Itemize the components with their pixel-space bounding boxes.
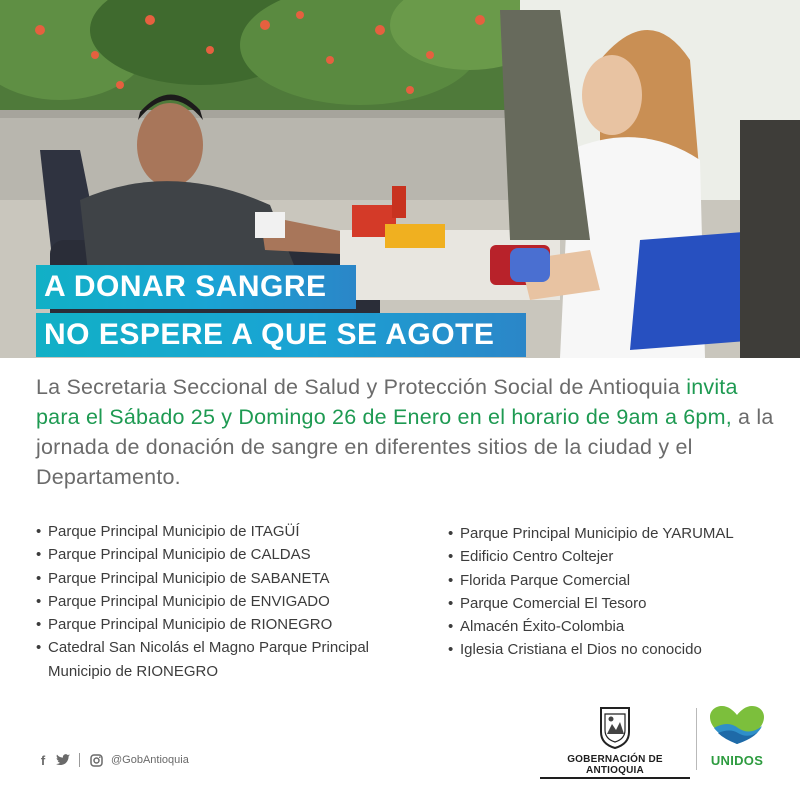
gov-name: GOBERNACIÓN DE ANTIOQUIA [540, 754, 690, 779]
location-label: Parque Principal Municipio de ITAGÜÍ [48, 523, 300, 540]
list-item: • Parque Principal Municipio de YARUMAL [448, 522, 788, 545]
list-item: • Florida Parque Comercial [448, 569, 788, 592]
unidos-logo [704, 706, 770, 768]
location-label: Catedral San Nicolás el Magno Parque Principal Municipio de RIONEGRO [48, 639, 370, 680]
list-item: • Parque Principal Municipio de RIONEGRO [36, 613, 436, 636]
hero-photo [0, 0, 800, 358]
instagram-icon[interactable] [89, 752, 103, 768]
coat-of-arms-icon [598, 706, 632, 750]
headline-line-1: A DONAR SANGRE [36, 265, 356, 309]
intro-highlight: invita para el Sábado 25 y Domingo 26 de Enero en el horario de 9am a 6pm, [36, 375, 738, 429]
intro-paragraph [36, 372, 776, 492]
list-item: • Almacén Éxito-Colombia [448, 615, 788, 638]
location-label: Parque Comercial El Tesoro [460, 594, 647, 612]
location-label: Almacén Éxito-Colombia [460, 618, 625, 636]
list-item: • Parque Principal Municipio de ITAGÜÍ [36, 520, 436, 543]
locations-right-list [448, 522, 788, 662]
facebook-icon[interactable]: f [40, 752, 46, 768]
divider [79, 753, 80, 767]
location-label: Parque Principal Municipio de YARUMAL [460, 525, 734, 542]
intro-text-2: a la jornada de donación de sangre en diferentes sitios de la ciudad y el Departamento. [36, 405, 774, 489]
social-handle[interactable]: @GobAntioquia [111, 754, 189, 766]
unidos-heart-icon [708, 706, 766, 746]
unidos-brand: UNIDOS [710, 753, 764, 768]
location-label: Parque Principal Municipio de RIONEGRO [48, 616, 333, 634]
list-item: • Parque Principal Municipio de ENVIGADO [36, 590, 436, 613]
intro-text-1: La Secretaria Seccional de Salud y Protección Social de Antioquia [36, 375, 681, 399]
twitter-icon[interactable] [56, 752, 70, 768]
gobernacion-logo [540, 706, 690, 779]
headline-line-2: NO ESPERE A QUE SE AGOTE [36, 313, 526, 357]
social-links [36, 752, 189, 768]
location-label: Iglesia Cristiana el Dios no conocido [460, 641, 702, 659]
list-item: • Parque Comercial El Tesoro [448, 592, 788, 615]
list-item: • Edificio Centro Coltejer [448, 545, 788, 568]
locations-left-list [36, 520, 436, 683]
list-item: • Catedral San Nicolás el Magno Parque Principal Municipio de RIONEGRO [36, 636, 406, 683]
footer-divider [696, 708, 697, 770]
location-label: Edificio Centro Coltejer [460, 548, 614, 566]
location-label: Parque Principal Municipio de SABANETA [48, 569, 330, 587]
location-label: Florida Parque Comercial [460, 571, 631, 589]
list-item: • Parque Principal Municipio de SABANETA [36, 567, 436, 590]
location-label: Parque Principal Municipio de ENVIGADO [48, 592, 330, 610]
list-item: • Iglesia Cristiana el Dios no conocido [448, 638, 788, 661]
list-item: • Parque Principal Municipio de CALDAS [36, 543, 436, 566]
location-label: Parque Principal Municipio de CALDAS [48, 546, 311, 564]
